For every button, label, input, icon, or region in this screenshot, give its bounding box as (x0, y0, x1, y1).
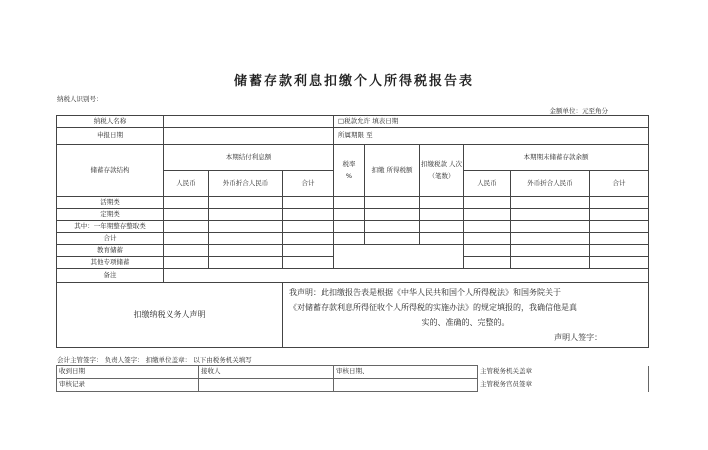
table-row (57, 209, 649, 221)
row-label: 教育储蓄 (57, 245, 164, 257)
cell[interactable] (209, 197, 283, 209)
cell[interactable] (464, 209, 511, 221)
interest-total-header: 合计 (283, 171, 334, 197)
cell[interactable] (164, 233, 209, 245)
cell[interactable] (164, 197, 209, 209)
cell[interactable] (420, 221, 464, 233)
row-label: 其中：一年期整存整取类 (57, 221, 164, 233)
cell[interactable] (209, 233, 283, 245)
declaration-text: 实的、准确的、完整的。 (421, 318, 510, 327)
cell[interactable] (590, 257, 649, 269)
cell[interactable] (283, 197, 334, 209)
declare-date-label: 申报日期 (57, 128, 164, 145)
cell[interactable] (420, 233, 464, 245)
cell[interactable] (464, 233, 511, 245)
structure-label: 储蓄存款结构 (57, 145, 164, 197)
cell[interactable] (590, 197, 649, 209)
cell[interactable] (590, 209, 649, 221)
cell[interactable] (590, 221, 649, 233)
cell[interactable] (464, 245, 511, 257)
review-date-label: 审核日期、 (334, 366, 478, 379)
cell[interactable] (164, 221, 209, 233)
cell[interactable] (511, 221, 590, 233)
interest-foreign-header: 外币折合人民币 (209, 171, 283, 197)
table-row (57, 197, 649, 209)
cell[interactable] (164, 209, 209, 221)
declaration-cell (283, 283, 649, 348)
persons-label: 扣缴税款 人次 (420, 159, 463, 168)
cell[interactable] (420, 197, 464, 209)
balance-rmb-header: 人民币 (464, 171, 511, 197)
cell[interactable] (590, 233, 649, 245)
row-label: 其他专项储蓄 (57, 257, 164, 269)
cell[interactable] (511, 197, 590, 209)
cell[interactable] (283, 245, 334, 257)
cell[interactable] (164, 245, 209, 257)
name-label: 纳税人名称 (57, 116, 164, 128)
table-row (57, 221, 649, 233)
persons-cell (420, 145, 464, 197)
interest-rmb-header: 人民币 (164, 171, 209, 197)
table-row (57, 233, 649, 245)
cell[interactable] (464, 257, 511, 269)
declaration-text: 我声明：此扣缴报告表是根据《中华人民共和国个人所得税法》和国务院关于 (289, 288, 561, 297)
taxpayer-id-label: 纳税人识别号： (57, 95, 103, 103)
cell[interactable] (283, 233, 334, 245)
review-record-input[interactable] (334, 379, 478, 392)
percent-sign: % (345, 171, 353, 180)
row-label: 合计 (57, 233, 164, 245)
review-record-label: 审核记录 (57, 379, 199, 392)
table-row (57, 245, 649, 257)
remarks-input[interactable] (164, 269, 649, 283)
signature-footnote: 会计主管签字： 负责人签字： 扣缴单位盖章： 以下由税务机关填写 (57, 356, 252, 364)
cell[interactable] (365, 221, 420, 233)
balance-foreign-header: 外币折合人民币 (511, 171, 590, 197)
withheld-label: 扣缴 所得税额 (365, 145, 420, 197)
tax-office-seal-label: 主管税务机关盖章 (478, 366, 649, 379)
cell[interactable] (209, 209, 283, 221)
receiver-label: 接收人 (199, 366, 334, 379)
name-input[interactable] (164, 116, 334, 128)
report-table (56, 115, 649, 348)
persons-sub-label: （笔数） (428, 171, 455, 180)
cell[interactable] (283, 257, 334, 269)
table-row (57, 269, 649, 283)
cell[interactable] (464, 197, 511, 209)
cell[interactable] (420, 209, 464, 221)
cell[interactable] (511, 245, 590, 257)
received-date-label: 收到日期 (57, 366, 199, 379)
officer-seal-label: 主管税务官员签章 (478, 379, 649, 392)
cell[interactable] (209, 257, 283, 269)
interest-header: 本期结付利息额 (164, 145, 334, 171)
unit-label: 金额单位：元至角分 (549, 107, 608, 115)
form-title: 储蓄存款利息扣缴个人所得税报告表 (233, 74, 474, 89)
cell[interactable] (334, 197, 365, 209)
row-label: 活期类 (57, 197, 164, 209)
cell[interactable] (365, 209, 420, 221)
tax-rate-label: 税率 (342, 159, 356, 168)
cell[interactable] (283, 221, 334, 233)
cell[interactable] (464, 221, 511, 233)
cell[interactable] (334, 209, 365, 221)
tax-period-label: □税款允许 填表日期 (334, 116, 649, 128)
cell[interactable] (334, 221, 365, 233)
cell[interactable] (334, 233, 365, 245)
declare-date-input[interactable] (164, 128, 334, 145)
cell[interactable] (511, 257, 590, 269)
declaration-text: 《对储蓄存款利息所得征收个人所得税的实施办法》的规定填报的，我确信他是真 (289, 303, 577, 312)
cell[interactable] (511, 209, 590, 221)
balance-header: 本期期末储蓄存款余额 (464, 145, 649, 171)
belong-period-label: 所属期限 至 (334, 128, 649, 145)
cell[interactable] (365, 233, 420, 245)
tax-rate-cell (334, 145, 365, 197)
cell[interactable] (365, 197, 420, 209)
cell[interactable] (590, 245, 649, 257)
blank-cell (334, 245, 464, 269)
cell[interactable] (164, 257, 209, 269)
cell[interactable] (209, 245, 283, 257)
row-label: 定期类 (57, 209, 164, 221)
declarant-signature-label: 声明人签字： (554, 333, 603, 342)
cell[interactable] (511, 233, 590, 245)
balance-total-header: 合计 (590, 171, 649, 197)
row-label: 备注 (57, 269, 164, 283)
cell[interactable] (209, 221, 283, 233)
cell[interactable] (283, 209, 334, 221)
obligor-label: 扣缴纳税义务人声明 (57, 283, 283, 348)
tax-office-table (56, 365, 649, 392)
review-record-input[interactable] (199, 379, 334, 392)
